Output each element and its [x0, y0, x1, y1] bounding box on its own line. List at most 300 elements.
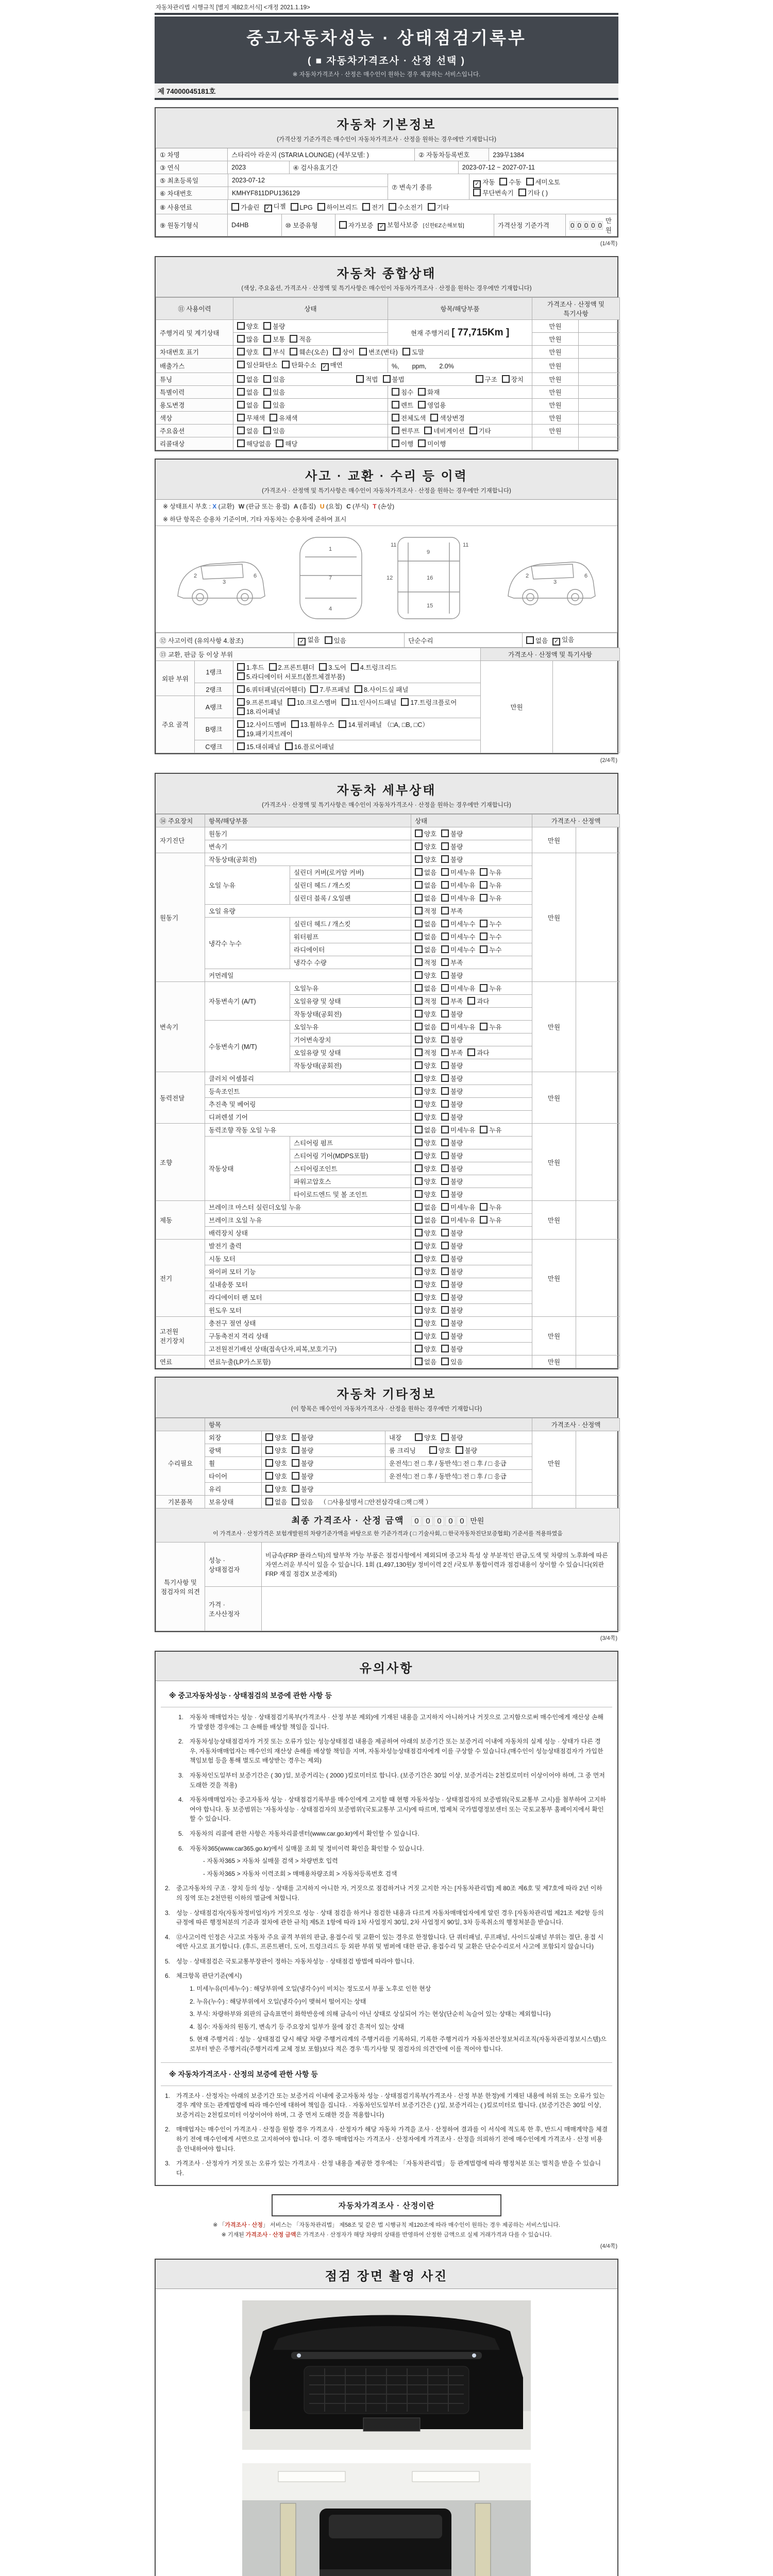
- checkbox-option[interactable]: [263, 321, 285, 331]
- checkbox-option[interactable]: [351, 663, 397, 672]
- checkbox-option[interactable]: [339, 720, 428, 729]
- checkbox-option[interactable]: [237, 439, 271, 448]
- checkbox-unchecked-icon[interactable]: [237, 742, 245, 750]
- checkbox-option[interactable]: [237, 375, 259, 384]
- checkbox-option[interactable]: [270, 413, 297, 422]
- checkbox-unchecked-icon[interactable]: [237, 672, 245, 680]
- checkbox-option[interactable]: [415, 1022, 436, 1031]
- checkbox-option[interactable]: [402, 347, 424, 357]
- checkbox-option[interactable]: [473, 188, 513, 197]
- checkbox-unchecked-icon[interactable]: [415, 1074, 423, 1082]
- checkbox-option[interactable]: [415, 958, 436, 967]
- checkbox-unchecked-icon[interactable]: [424, 427, 432, 434]
- checkbox-option[interactable]: [415, 1293, 436, 1302]
- checkbox-checked-icon[interactable]: ✓: [378, 223, 385, 231]
- checkbox-unchecked-icon[interactable]: [415, 842, 423, 850]
- checkbox-unchecked-icon[interactable]: [237, 388, 245, 396]
- checkbox-unchecked-icon[interactable]: [265, 1446, 273, 1454]
- checkbox-option[interactable]: [237, 742, 280, 751]
- checkbox-unchecked-icon[interactable]: [265, 1459, 273, 1467]
- checkbox-checked-icon[interactable]: ✓: [473, 180, 481, 188]
- checkbox-option[interactable]: [292, 1471, 313, 1481]
- checkbox-option[interactable]: [480, 1215, 501, 1225]
- checkbox-option[interactable]: [342, 698, 397, 707]
- checkbox-option[interactable]: [415, 1344, 436, 1353]
- checkbox-unchecked-icon[interactable]: [415, 1113, 423, 1121]
- checkbox-option[interactable]: [333, 347, 355, 357]
- checkbox-option[interactable]: [441, 880, 475, 890]
- checkbox-option[interactable]: [263, 387, 285, 397]
- checkbox-unchecked-icon[interactable]: [282, 361, 290, 368]
- checkbox-unchecked-icon[interactable]: [480, 894, 488, 902]
- checkbox-option[interactable]: [415, 1164, 436, 1173]
- checkbox-option[interactable]: [441, 984, 475, 993]
- checkbox-unchecked-icon[interactable]: [237, 698, 245, 706]
- checkbox-unchecked-icon[interactable]: [263, 335, 271, 343]
- checkbox-unchecked-icon[interactable]: [237, 375, 245, 383]
- checkbox-unchecked-icon[interactable]: [480, 1216, 488, 1224]
- checkbox-option[interactable]: [480, 1022, 501, 1031]
- checkbox-unchecked-icon[interactable]: [263, 388, 271, 396]
- checkbox-unchecked-icon[interactable]: [441, 855, 449, 863]
- checkbox-option[interactable]: [392, 413, 426, 422]
- checkbox-unchecked-icon[interactable]: [292, 1433, 299, 1441]
- checkbox-option[interactable]: [339, 221, 373, 230]
- checkbox-unchecked-icon[interactable]: [441, 1216, 449, 1224]
- checkbox-unchecked-icon[interactable]: [339, 221, 347, 229]
- checkbox-option[interactable]: [480, 932, 501, 941]
- checkbox-unchecked-icon[interactable]: [467, 1048, 475, 1056]
- checkbox-unchecked-icon[interactable]: [415, 1048, 423, 1056]
- checkbox-unchecked-icon[interactable]: [237, 322, 245, 330]
- checkbox-unchecked-icon[interactable]: [415, 907, 423, 914]
- checkbox-unchecked-icon[interactable]: [339, 720, 346, 728]
- checkbox-option[interactable]: [310, 685, 350, 694]
- checkbox-unchecked-icon[interactable]: [415, 1126, 423, 1133]
- checkbox-unchecked-icon[interactable]: [441, 1177, 449, 1185]
- checkbox-option[interactable]: [441, 1177, 463, 1186]
- checkbox-unchecked-icon[interactable]: [415, 1177, 423, 1185]
- checkbox-option[interactable]: [441, 855, 463, 864]
- checkbox-unchecked-icon[interactable]: [290, 348, 297, 355]
- checkbox-option[interactable]: [441, 1009, 463, 1019]
- checkbox-option[interactable]: [418, 387, 440, 397]
- checkbox-unchecked-icon[interactable]: [415, 1203, 423, 1211]
- checkbox-option[interactable]: [415, 855, 436, 864]
- checkbox-unchecked-icon[interactable]: [476, 375, 483, 383]
- checkbox-unchecked-icon[interactable]: [237, 439, 245, 447]
- checkbox-unchecked-icon[interactable]: [342, 698, 349, 706]
- checkbox-option[interactable]: [317, 202, 358, 212]
- checkbox-unchecked-icon[interactable]: [265, 1472, 273, 1480]
- checkbox-unchecked-icon[interactable]: [392, 439, 399, 447]
- checkbox-option[interactable]: [441, 919, 475, 928]
- checkbox-unchecked-icon[interactable]: [480, 1203, 488, 1211]
- checkbox-option[interactable]: [441, 842, 463, 851]
- checkbox-unchecked-icon[interactable]: [441, 1255, 449, 1262]
- checkbox-option[interactable]: [441, 1087, 463, 1096]
- checkbox-option[interactable]: [415, 1009, 436, 1019]
- checkbox-option[interactable]: [424, 426, 464, 435]
- checkbox-unchecked-icon[interactable]: [415, 1345, 423, 1352]
- checkbox-unchecked-icon[interactable]: [480, 1126, 488, 1133]
- checkbox-unchecked-icon[interactable]: [415, 971, 423, 979]
- checkbox-unchecked-icon[interactable]: [292, 1498, 299, 1505]
- checkbox-option[interactable]: [292, 1446, 313, 1455]
- checkbox-unchecked-icon[interactable]: [415, 855, 423, 863]
- checkbox-unchecked-icon[interactable]: [237, 427, 245, 434]
- checkbox-unchecked-icon[interactable]: [415, 1190, 423, 1198]
- checkbox-unchecked-icon[interactable]: [265, 1433, 273, 1441]
- checkbox-unchecked-icon[interactable]: [526, 636, 534, 644]
- checkbox-unchecked-icon[interactable]: [415, 1229, 423, 1236]
- checkbox-option[interactable]: [237, 321, 259, 331]
- checkbox-unchecked-icon[interactable]: [441, 894, 449, 902]
- checkbox-option[interactable]: [415, 868, 436, 877]
- checkbox-option[interactable]: [415, 1254, 436, 1263]
- checkbox-unchecked-icon[interactable]: [415, 1216, 423, 1224]
- checkbox-option[interactable]: [441, 1138, 463, 1147]
- checkbox-unchecked-icon[interactable]: [441, 933, 449, 940]
- checkbox-option[interactable]: [291, 203, 313, 211]
- checkbox-option[interactable]: [282, 360, 316, 369]
- checkbox-unchecked-icon[interactable]: [415, 1242, 423, 1249]
- checkbox-option[interactable]: [288, 698, 337, 707]
- checkbox-unchecked-icon[interactable]: [269, 663, 277, 671]
- checkbox-unchecked-icon[interactable]: [518, 189, 526, 196]
- checkbox-unchecked-icon[interactable]: [389, 203, 396, 211]
- checkbox-option[interactable]: [237, 347, 259, 357]
- checkbox-unchecked-icon[interactable]: [441, 1280, 449, 1288]
- checkbox-unchecked-icon[interactable]: [441, 945, 449, 953]
- checkbox-unchecked-icon[interactable]: [310, 685, 318, 693]
- checkbox-option[interactable]: [526, 177, 560, 187]
- checkbox-unchecked-icon[interactable]: [237, 401, 245, 409]
- checkbox-unchecked-icon[interactable]: [392, 388, 399, 396]
- checkbox-option[interactable]: [415, 1228, 436, 1238]
- checkbox-option[interactable]: [292, 1459, 313, 1468]
- checkbox-option[interactable]: [389, 202, 423, 212]
- checkbox-option[interactable]: [265, 1484, 287, 1494]
- checkbox-unchecked-icon[interactable]: [263, 401, 271, 409]
- checkbox-option[interactable]: [392, 400, 413, 410]
- checkbox-unchecked-icon[interactable]: [415, 894, 423, 902]
- checkbox-checked-icon[interactable]: ✓: [298, 638, 306, 646]
- checkbox-unchecked-icon[interactable]: [441, 1074, 449, 1082]
- checkbox-unchecked-icon[interactable]: [415, 945, 423, 953]
- checkbox-option[interactable]: [441, 971, 463, 980]
- checkbox-unchecked-icon[interactable]: [480, 881, 488, 889]
- checkbox-unchecked-icon[interactable]: [292, 1459, 299, 1467]
- checkbox-unchecked-icon[interactable]: [415, 1267, 423, 1275]
- checkbox-unchecked-icon[interactable]: [276, 439, 283, 447]
- checkbox-option[interactable]: [469, 426, 491, 435]
- checkbox-unchecked-icon[interactable]: [415, 829, 423, 837]
- checkbox-option[interactable]: [237, 400, 259, 410]
- checkbox-unchecked-icon[interactable]: [237, 335, 245, 343]
- checkbox-unchecked-icon[interactable]: [480, 1023, 488, 1030]
- checkbox-unchecked-icon[interactable]: [291, 203, 298, 211]
- checkbox-unchecked-icon[interactable]: [441, 1306, 449, 1314]
- checkbox-unchecked-icon[interactable]: [415, 984, 423, 992]
- checkbox-option[interactable]: [415, 1099, 436, 1109]
- checkbox-unchecked-icon[interactable]: [265, 1498, 273, 1505]
- checkbox-option[interactable]: [415, 842, 436, 851]
- checkbox-unchecked-icon[interactable]: [441, 907, 449, 914]
- checkbox-option[interactable]: [237, 707, 280, 716]
- checkbox-unchecked-icon[interactable]: [263, 427, 271, 434]
- checkbox-option[interactable]: [290, 334, 311, 344]
- checkbox-option[interactable]: [298, 635, 320, 646]
- checkbox-option[interactable]: [415, 1267, 436, 1276]
- checkbox-unchecked-icon[interactable]: [317, 203, 325, 211]
- checkbox-option[interactable]: [237, 720, 287, 729]
- checkbox-option[interactable]: [518, 188, 548, 197]
- checkbox-option[interactable]: [415, 880, 436, 890]
- checkbox-unchecked-icon[interactable]: [441, 1242, 449, 1249]
- checkbox-option[interactable]: [356, 375, 378, 384]
- checkbox-checked-icon[interactable]: ✓: [552, 638, 560, 646]
- checkbox-option[interactable]: [237, 698, 283, 707]
- checkbox-unchecked-icon[interactable]: [292, 1485, 299, 1493]
- checkbox-option[interactable]: [441, 1202, 475, 1212]
- checkbox-unchecked-icon[interactable]: [480, 868, 488, 876]
- checkbox-unchecked-icon[interactable]: [415, 1100, 423, 1108]
- checkbox-option[interactable]: [359, 347, 398, 357]
- checkbox-unchecked-icon[interactable]: [430, 414, 438, 421]
- checkbox-unchecked-icon[interactable]: [441, 958, 449, 966]
- checkbox-unchecked-icon[interactable]: [392, 414, 399, 421]
- checkbox-option[interactable]: [415, 1125, 436, 1134]
- checkbox-option[interactable]: [415, 971, 436, 980]
- checkbox-option[interactable]: [441, 1344, 463, 1353]
- checkbox-unchecked-icon[interactable]: [237, 414, 245, 421]
- checkbox-option[interactable]: [441, 1318, 463, 1328]
- checkbox-option[interactable]: [441, 1267, 463, 1276]
- checkbox-unchecked-icon[interactable]: [429, 1446, 437, 1454]
- checkbox-option[interactable]: [441, 1099, 463, 1109]
- checkbox-unchecked-icon[interactable]: [441, 1164, 449, 1172]
- checkbox-unchecked-icon[interactable]: [441, 1332, 449, 1340]
- checkbox-option[interactable]: [263, 347, 285, 357]
- checkbox-option[interactable]: [441, 1048, 463, 1057]
- checkbox-option[interactable]: [441, 1125, 475, 1134]
- checkbox-option[interactable]: [237, 685, 306, 694]
- checkbox-unchecked-icon[interactable]: [441, 1358, 449, 1365]
- checkbox-option[interactable]: [291, 720, 334, 729]
- checkbox-option[interactable]: [237, 413, 265, 422]
- checkbox-option[interactable]: [441, 1228, 463, 1238]
- checkbox-option[interactable]: [441, 1254, 463, 1263]
- checkbox-unchecked-icon[interactable]: [263, 348, 271, 355]
- checkbox-option[interactable]: [441, 996, 463, 1006]
- checkbox-unchecked-icon[interactable]: [441, 1229, 449, 1236]
- checkbox-unchecked-icon[interactable]: [441, 997, 449, 1005]
- checkbox-unchecked-icon[interactable]: [441, 1203, 449, 1211]
- checkbox-option[interactable]: [265, 1497, 287, 1506]
- checkbox-option[interactable]: [441, 1241, 463, 1250]
- checkbox-unchecked-icon[interactable]: [502, 375, 510, 383]
- checkbox-option[interactable]: [415, 893, 436, 903]
- checkbox-option[interactable]: [264, 201, 286, 212]
- checkbox-unchecked-icon[interactable]: [415, 1293, 423, 1301]
- checkbox-option[interactable]: [276, 439, 297, 448]
- checkbox-option[interactable]: [441, 893, 475, 903]
- checkbox-option[interactable]: [429, 1446, 451, 1455]
- checkbox-unchecked-icon[interactable]: [441, 1190, 449, 1198]
- checkbox-option[interactable]: [265, 1433, 287, 1442]
- checkbox-option[interactable]: [441, 945, 475, 954]
- checkbox-option[interactable]: [321, 360, 343, 371]
- checkbox-unchecked-icon[interactable]: [441, 1319, 449, 1327]
- checkbox-unchecked-icon[interactable]: [415, 1255, 423, 1262]
- checkbox-unchecked-icon[interactable]: [237, 707, 245, 715]
- checkbox-unchecked-icon[interactable]: [415, 1332, 423, 1340]
- checkbox-unchecked-icon[interactable]: [292, 1472, 299, 1480]
- checkbox-unchecked-icon[interactable]: [526, 178, 534, 185]
- checkbox-unchecked-icon[interactable]: [441, 1126, 449, 1133]
- checkbox-unchecked-icon[interactable]: [480, 920, 488, 927]
- checkbox-option[interactable]: [392, 426, 419, 435]
- checkbox-option[interactable]: [480, 984, 501, 993]
- checkbox-option[interactable]: [418, 400, 446, 410]
- checkbox-unchecked-icon[interactable]: [415, 1306, 423, 1314]
- checkbox-unchecked-icon[interactable]: [359, 348, 367, 355]
- checkbox-option[interactable]: [441, 1061, 463, 1070]
- checkbox-unchecked-icon[interactable]: [415, 1010, 423, 1018]
- checkbox-option[interactable]: [428, 202, 449, 212]
- checkbox-option[interactable]: [415, 906, 436, 916]
- checkbox-checked-icon[interactable]: ✓: [264, 205, 272, 212]
- checkbox-option[interactable]: [526, 636, 548, 645]
- checkbox-unchecked-icon[interactable]: [415, 1023, 423, 1030]
- checkbox-unchecked-icon[interactable]: [441, 1048, 449, 1056]
- checkbox-option[interactable]: [392, 439, 413, 448]
- checkbox-option[interactable]: [415, 1215, 436, 1225]
- checkbox-unchecked-icon[interactable]: [441, 1345, 449, 1352]
- checkbox-option[interactable]: [378, 220, 418, 231]
- checkbox-unchecked-icon[interactable]: [441, 1151, 449, 1159]
- checkbox-option[interactable]: [467, 1048, 489, 1057]
- checkbox-option[interactable]: [418, 439, 446, 448]
- checkbox-option[interactable]: [456, 1446, 477, 1455]
- checkbox-option[interactable]: [263, 375, 285, 384]
- checkbox-unchecked-icon[interactable]: [285, 742, 293, 750]
- checkbox-option[interactable]: [502, 375, 524, 384]
- checkbox-unchecked-icon[interactable]: [441, 1023, 449, 1030]
- checkbox-option[interactable]: [355, 685, 408, 694]
- checkbox-option[interactable]: [415, 1138, 436, 1147]
- checkbox-option[interactable]: [441, 1331, 463, 1341]
- checkbox-option[interactable]: [383, 375, 405, 384]
- checkbox-unchecked-icon[interactable]: [467, 997, 475, 1005]
- checkbox-option[interactable]: [480, 893, 501, 903]
- checkbox-unchecked-icon[interactable]: [415, 1280, 423, 1288]
- checkbox-option[interactable]: [441, 1293, 463, 1302]
- checkbox-option[interactable]: [441, 1022, 475, 1031]
- checkbox-option[interactable]: [292, 1497, 313, 1506]
- checkbox-unchecked-icon[interactable]: [415, 933, 423, 940]
- checkbox-option[interactable]: [415, 1048, 436, 1057]
- checkbox-unchecked-icon[interactable]: [237, 685, 245, 693]
- checkbox-option[interactable]: [325, 636, 346, 645]
- checkbox-option[interactable]: [480, 880, 501, 890]
- checkbox-option[interactable]: [480, 919, 501, 928]
- checkbox-unchecked-icon[interactable]: [415, 1358, 423, 1365]
- checkbox-unchecked-icon[interactable]: [383, 375, 391, 383]
- checkbox-unchecked-icon[interactable]: [473, 189, 481, 196]
- checkbox-option[interactable]: [285, 742, 334, 751]
- checkbox-unchecked-icon[interactable]: [441, 881, 449, 889]
- checkbox-unchecked-icon[interactable]: [428, 203, 435, 211]
- checkbox-option[interactable]: [480, 1125, 501, 1134]
- checkbox-option[interactable]: [415, 1190, 436, 1199]
- checkbox-unchecked-icon[interactable]: [415, 1164, 423, 1172]
- checkbox-unchecked-icon[interactable]: [415, 881, 423, 889]
- checkbox-unchecked-icon[interactable]: [237, 730, 245, 737]
- checkbox-option[interactable]: [237, 426, 259, 435]
- checkbox-option[interactable]: [415, 1061, 436, 1070]
- checkbox-option[interactable]: [415, 1177, 436, 1186]
- checkbox-option[interactable]: [441, 1164, 463, 1173]
- checkbox-unchecked-icon[interactable]: [265, 1485, 273, 1493]
- checkbox-option[interactable]: [319, 663, 346, 672]
- checkbox-option[interactable]: [480, 868, 501, 877]
- checkbox-option[interactable]: [415, 945, 436, 954]
- checkbox-option[interactable]: [292, 1433, 313, 1442]
- checkbox-unchecked-icon[interactable]: [415, 868, 423, 876]
- checkbox-option[interactable]: [265, 1471, 287, 1481]
- checkbox-unchecked-icon[interactable]: [325, 636, 332, 644]
- checkbox-option[interactable]: [441, 1306, 463, 1315]
- checkbox-option[interactable]: [441, 932, 475, 941]
- checkbox-unchecked-icon[interactable]: [415, 1139, 423, 1146]
- checkbox-unchecked-icon[interactable]: [237, 663, 245, 671]
- checkbox-unchecked-icon[interactable]: [456, 1446, 463, 1454]
- checkbox-unchecked-icon[interactable]: [237, 348, 245, 355]
- checkbox-option[interactable]: [401, 698, 457, 707]
- checkbox-option[interactable]: [480, 945, 501, 954]
- checkbox-unchecked-icon[interactable]: [441, 1036, 449, 1043]
- checkbox-unchecked-icon[interactable]: [402, 348, 410, 355]
- checkbox-option[interactable]: [415, 996, 436, 1006]
- checkbox-option[interactable]: [290, 347, 328, 357]
- checkbox-unchecked-icon[interactable]: [415, 997, 423, 1005]
- checkbox-option[interactable]: [237, 663, 264, 672]
- checkbox-unchecked-icon[interactable]: [415, 1319, 423, 1327]
- checkbox-unchecked-icon[interactable]: [415, 1433, 423, 1441]
- checkbox-unchecked-icon[interactable]: [392, 401, 399, 409]
- checkbox-option[interactable]: [415, 1318, 436, 1328]
- checkbox-option[interactable]: [441, 829, 463, 838]
- checkbox-unchecked-icon[interactable]: [441, 1267, 449, 1275]
- checkbox-option[interactable]: [392, 387, 413, 397]
- checkbox-option[interactable]: [269, 663, 315, 672]
- checkbox-option[interactable]: [415, 1433, 436, 1442]
- checkbox-unchecked-icon[interactable]: [290, 335, 297, 343]
- checkbox-option[interactable]: [441, 1112, 463, 1122]
- checkbox-option[interactable]: [441, 958, 463, 967]
- checkbox-unchecked-icon[interactable]: [415, 1036, 423, 1043]
- checkbox-option[interactable]: [415, 1357, 436, 1366]
- checkbox-unchecked-icon[interactable]: [415, 1151, 423, 1159]
- checkbox-unchecked-icon[interactable]: [441, 829, 449, 837]
- checkbox-option[interactable]: [441, 1215, 475, 1225]
- checkbox-option[interactable]: [467, 996, 489, 1006]
- checkbox-option[interactable]: [415, 1202, 436, 1212]
- checkbox-option[interactable]: [265, 1446, 287, 1455]
- checkbox-unchecked-icon[interactable]: [355, 685, 362, 693]
